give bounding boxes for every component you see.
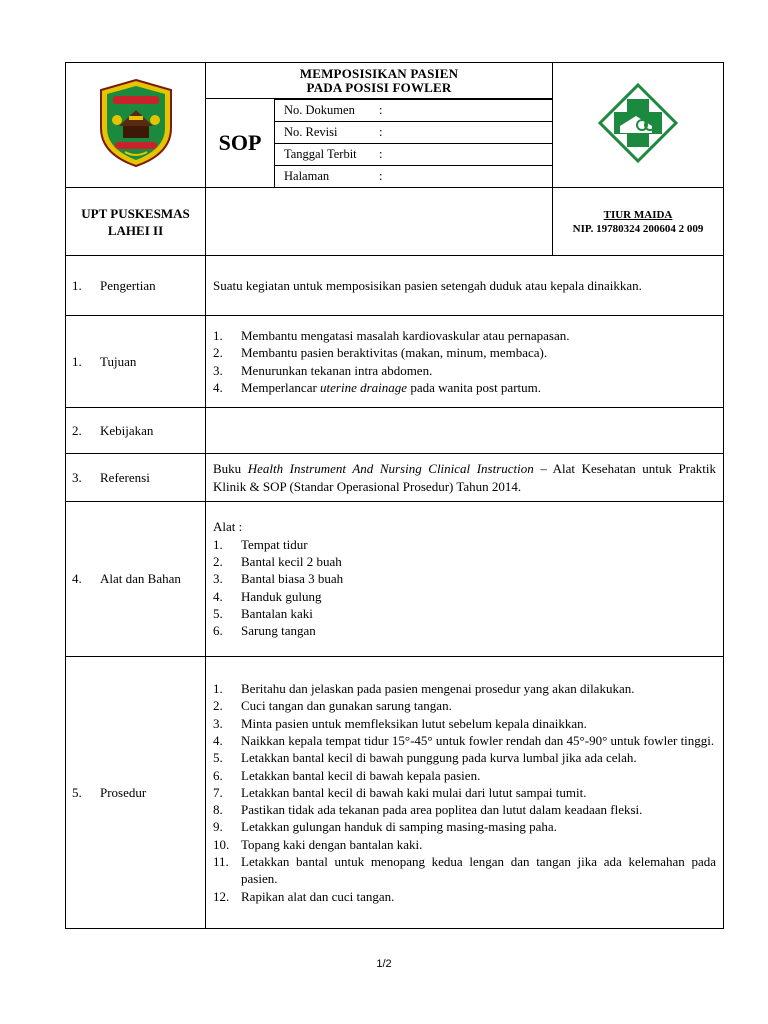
kebijakan-text bbox=[206, 408, 724, 454]
list-item: 3. Bantal biasa 3 buah bbox=[213, 571, 344, 587]
pengertian-text: Suatu kegiatan untuk memposisikan pasien setengah duduk atau kepala dinaikkan. bbox=[206, 256, 724, 316]
puskesmas-cross-icon bbox=[598, 83, 678, 163]
alat-list bbox=[206, 502, 724, 657]
prosedur-list bbox=[206, 657, 724, 929]
list-item: 9. Letakkan gulungan handuk di samping masing-masing paha. bbox=[213, 819, 557, 835]
list-item: 2. Membantu pasien beraktivitas (makan, minum, membaca). bbox=[213, 345, 548, 361]
signatory-name: TIUR MAIDA bbox=[603, 208, 673, 221]
list-item: 5. Bantalan kaki bbox=[213, 605, 313, 621]
section-label-tujuan: 1. Tujuan bbox=[66, 316, 206, 408]
list-item: 1. Membantu mengatasi masalah kardiovaskular atau pernapasan. bbox=[213, 327, 570, 343]
list-item: 2. Cuci tangan dan gunakan sarung tangan. bbox=[213, 698, 452, 714]
list-item: 4. Naikkan kepala tempat tidur 15°-45° untuk fowler rendah dan 45°-90° untuk fowler tinggi. bbox=[213, 732, 715, 748]
list-item: 7. Letakkan bantal kecil di bawah kaki mulai dari lutut sampai tumit. bbox=[213, 784, 587, 800]
meta-row-dokumen: No. Dokumen : bbox=[275, 100, 552, 122]
list-item: 10. Topang kaki dengan bantalan kaki. bbox=[213, 836, 423, 852]
referensi-text: Buku Health Instrument And Nursing Clinical Instruction – Alat Kesehatan untuk Praktik Klinik & SOP (Standar Operasional Prosedur) Tahun 2014. bbox=[206, 454, 724, 502]
list-item: 3. Minta pasien untuk memfleksikan lutut sebelum kepala dinaikkan. bbox=[213, 715, 587, 731]
alat-heading: Alat : bbox=[213, 519, 243, 535]
document-meta bbox=[275, 99, 553, 188]
list-item: 3. Menurunkan tekanan intra abdomen. bbox=[213, 362, 433, 378]
meta-row-tanggal: Tanggal Terbit : bbox=[275, 144, 552, 166]
organization-name: UPT PUSKESMAS LAHEI II bbox=[66, 188, 206, 256]
list-item: 12. Rapikan alat dan cuci tangan. bbox=[213, 888, 395, 904]
signatory-nip: NIP. 19780324 200604 2 009 bbox=[572, 222, 704, 235]
section-label-pengertian: 1. Pengertian bbox=[66, 256, 206, 316]
list-item: 2. Bantal kecil 2 buah bbox=[213, 554, 342, 570]
section-label-referensi: 3. Referensi bbox=[66, 454, 206, 502]
list-item: 6. Letakkan bantal kecil di bawah kepala pasien. bbox=[213, 767, 481, 783]
list-item: 5. Letakkan bantal kecil di bawah punggung pada kurva lumbal jika ada celah. bbox=[213, 750, 637, 766]
meta-row-revisi: No. Revisi : bbox=[275, 122, 552, 144]
meta-row-halaman: Halaman : bbox=[275, 166, 552, 188]
list-item: 6. Sarung tangan bbox=[213, 623, 316, 639]
blank-cell bbox=[206, 188, 553, 256]
section-label-prosedur: 5. Prosedur bbox=[66, 657, 206, 929]
list-item: 4. Memperlancar uterine drainage pada wanita post partum. bbox=[213, 379, 541, 395]
regency-logo-cell bbox=[66, 63, 206, 188]
sop-label: SOP bbox=[206, 99, 275, 188]
list-item: 1. Tempat tidur bbox=[213, 536, 308, 552]
list-item: 11. Letakkan bantal untuk menopang kedua lengan dan tangan jika ada kelemahan pada pasien. bbox=[213, 854, 716, 887]
document-title: MEMPOSISIKAN PASIEN PADA POSISI FOWLER bbox=[206, 63, 553, 99]
list-item: 1. Beritahu dan jelaskan pada pasien mengenai prosedur yang akan dilakukan. bbox=[213, 681, 635, 697]
sop-table bbox=[65, 62, 724, 929]
section-label-alat: 4. Alat dan Bahan bbox=[66, 502, 206, 657]
puskesmas-logo-cell bbox=[553, 63, 724, 188]
tujuan-list bbox=[206, 316, 724, 408]
list-item: 4. Handuk gulung bbox=[213, 588, 322, 604]
section-label-kebijakan: 2. Kebijakan bbox=[66, 408, 206, 454]
list-item: 8. Pastikan tidak ada tekanan pada area poplitea dan lutut dalam keadaan fleksi. bbox=[213, 802, 643, 818]
regency-emblem-icon bbox=[97, 78, 175, 168]
page-number: 1/2 bbox=[376, 958, 392, 970]
signatory bbox=[553, 188, 724, 256]
